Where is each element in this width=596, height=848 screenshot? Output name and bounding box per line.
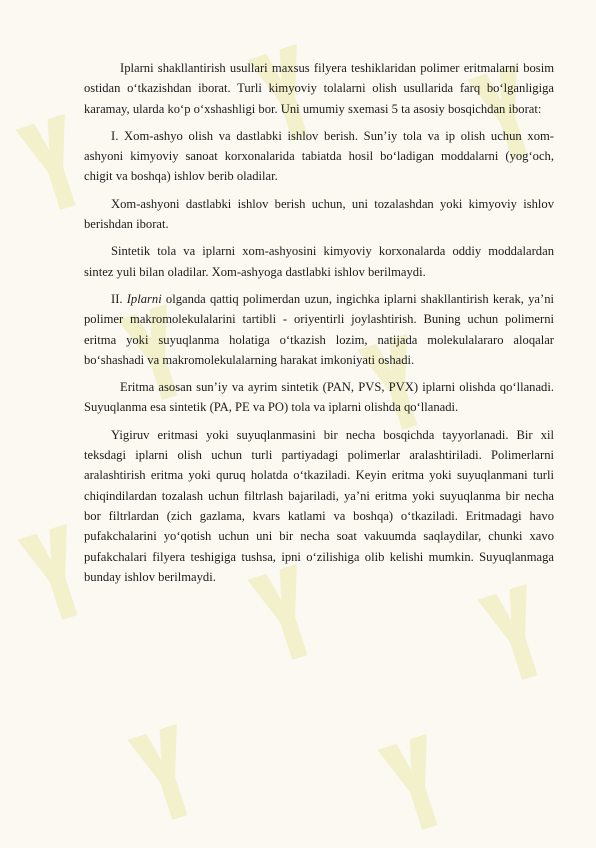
stage-two-italic-word: Iplarni [126,291,162,306]
paragraph-preprocessing: Xom-ashyoni dastlabki ishlov berish uchun, uni tozalashdan yoki kimyoviy ishlov berishdan iborat. [84,196,554,232]
paragraph-solution: Eritma asosan sun’iy va ayrim sintetik (PAN, PVS, PVX) iplarni olishda qo‘llanadi. Suyuqlanma esa sintetik (PA, PE va PO) tola va iplarni olishda qo‘llanadi. [84,380,554,415]
paragraph-intro: Iplarni shakllantirish usullari maxsus filyera teshiklaridan polimer eritmalarni bosim ostidan o‘tkazishdan iborat. Turli kimyoviy tolalarni olish usullarida farq bo‘lganligiga karamay, ularda ko‘p o‘xshashligi bor. Uni umumiy sxemasi 5 ta asosiy bosqichdan iborat: [84,61,554,116]
paragraph-stage-one: I. Xom-ashyo olish va dastlabki ishlov berish. Sun’iy tola va ip olish uchun xom-ashyoni kimyoviy sanoat korxonalarida tabiatda hosil bo‘ladigan moddalarni (yog‘och, chigit va boshqa) ishlov berib oladilar. [84,128,554,184]
stage-two-text: olganda qattiq polimerdan uzun, ingichka iplarni shakllantirish kerak, ya’ni polimer makromolekulalarini tartibli - oriyentirli joylashtirish. Buning uchun polimerni eritma yoki suyuqlanma holatiga o‘tkazish lozim, natijada molekulalararo aloqalar bo‘shashadi va makromolekulalarning harakat imkoniyati oshadi. [84,291,554,367]
stage-two-prefix: II. [111,291,127,306]
watermark-logo-icon [365,722,466,848]
document-body [84,58,554,594]
watermark-logo-icon [115,712,216,838]
paragraph-synthetic: Sintetik tola va iplarni xom-ashyosini kimyoviy korxonalarda oddiy moddalardan sintez yuli bilan oladilar. Xom-ashyoga dastlabki ishlov berilmaydi. [84,244,554,279]
paragraph-preparation: Yigiruv eritmasi yoki suyuqlanmasini bir necha bosqichda tayyorlanadi. Bir xil teksdagi iplarni olish uchun turli partiyadagi polimerlar aralashtiriladi. Polimerlarni aralashtirish eritma yoki quruq holatda o‘tkaziladi. Keyin eritma yoki suyuqlanmani turli chiqindilardan tozalash uchun filtrlash bajariladi, ya’ni eritma yoki suyuqlanma bir necha bor filtrlardan (zich gazlama, kvars katlami va boshqa) o‘tkaziladi. Eritmadagi havo pufakchalarini yo‘qotish uchun uni bir necha soat vakuumda saqlaydilar, chunki xavo pufakchalari filyera teshigiga tushsa, ipni o‘zilishiga olib kelishi mumkin. Suyuqlanmaga bunday ishlov berilmaydi. [84,427,554,584]
paragraph-stage-two [84,289,554,370]
